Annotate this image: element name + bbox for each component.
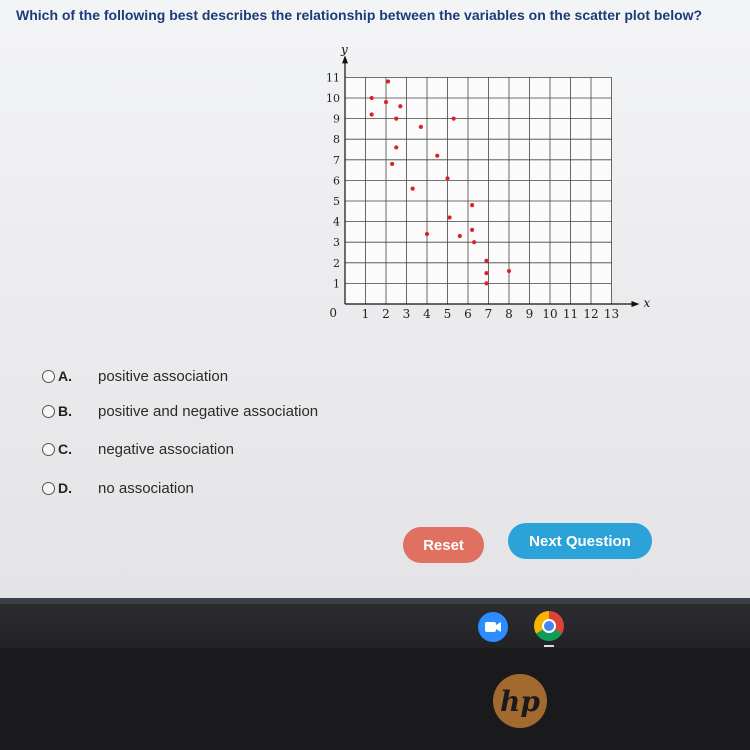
radio-c[interactable] xyxy=(42,443,55,456)
radio-a[interactable] xyxy=(42,370,55,383)
option-c[interactable] xyxy=(42,438,234,460)
taskbar xyxy=(0,598,750,648)
y-tick-label: 3 xyxy=(333,236,340,250)
y-tick-label: 4 xyxy=(333,215,340,229)
option-c-text: negative association xyxy=(98,440,234,458)
option-d[interactable] xyxy=(42,477,194,499)
x-tick-label: 9 xyxy=(525,307,534,321)
data-point xyxy=(445,176,449,180)
data-point xyxy=(435,154,439,158)
question-text: Which of the following best describes the relationship between the variables on the scatter plot below? xyxy=(16,7,703,23)
data-point xyxy=(386,79,390,83)
data-point xyxy=(394,145,398,149)
radio-d[interactable] xyxy=(42,482,55,495)
data-point xyxy=(394,117,398,121)
x-tick-label: 12 xyxy=(583,307,599,321)
y-tick-label: 2 xyxy=(333,256,340,270)
data-point xyxy=(419,125,423,129)
x-tick-label: 8 xyxy=(505,307,513,321)
data-point xyxy=(470,228,474,232)
y-tick-label: 9 xyxy=(333,112,340,126)
data-point xyxy=(384,100,388,104)
next-question-button[interactable]: Next Question xyxy=(508,523,652,559)
active-app-indicator xyxy=(544,645,554,647)
x-axis-label: x xyxy=(643,296,651,310)
y-tick-label: 11 xyxy=(326,71,340,85)
data-point xyxy=(470,203,474,207)
y-tick-label: 6 xyxy=(333,174,340,188)
data-point xyxy=(398,104,402,108)
option-a-text: positive association xyxy=(98,367,229,385)
radio-b[interactable] xyxy=(42,405,55,418)
y-tick-label: 7 xyxy=(333,153,340,167)
y-axis-label: y xyxy=(341,42,348,57)
y-tick-label: 10 xyxy=(326,92,340,105)
data-point xyxy=(458,234,462,238)
origin-label: 0 xyxy=(329,306,337,320)
x-tick-label: 7 xyxy=(484,307,493,321)
x-tick-label: 11 xyxy=(562,307,579,321)
zoom-camera-icon xyxy=(478,612,508,642)
plot-area xyxy=(345,77,612,304)
data-point xyxy=(447,215,451,219)
option-b-letter: B. xyxy=(58,403,72,419)
laptop-bezel xyxy=(0,648,750,750)
option-d-text: no association xyxy=(98,479,194,497)
y-tick-label: 5 xyxy=(333,195,340,208)
data-point xyxy=(425,232,429,236)
data-point xyxy=(370,96,374,100)
data-point xyxy=(370,112,374,116)
hp-logo: hp xyxy=(493,674,547,728)
option-c-letter: C. xyxy=(58,441,72,457)
data-point xyxy=(484,259,488,263)
x-tick-label: 6 xyxy=(464,307,472,321)
x-tick-label: 13 xyxy=(603,307,620,321)
x-axis-arrow xyxy=(632,301,640,307)
option-b-text: positive and negative association xyxy=(98,402,319,420)
data-point xyxy=(452,117,456,121)
y-tick-label: 1 xyxy=(333,277,340,291)
data-point xyxy=(507,269,511,273)
x-tick-label: 4 xyxy=(423,307,431,321)
scatter-plot xyxy=(300,38,660,328)
option-b[interactable] xyxy=(42,400,318,422)
x-tick-label: 5 xyxy=(443,307,452,321)
x-tick-label: 3 xyxy=(402,307,411,321)
option-d-letter: D. xyxy=(58,480,72,496)
data-point xyxy=(472,240,476,244)
y-tick-label: 8 xyxy=(333,133,340,147)
zoom-icon[interactable] xyxy=(478,612,508,642)
x-tick-label: 1 xyxy=(361,307,370,321)
x-tick-label: 10 xyxy=(542,307,558,321)
reset-button[interactable]: Reset xyxy=(403,527,484,563)
data-point xyxy=(484,271,488,275)
x-tick-label: 2 xyxy=(382,307,390,321)
data-point xyxy=(411,187,415,191)
y-axis-arrow xyxy=(342,55,348,63)
option-a-letter: A. xyxy=(58,368,72,384)
option-a[interactable] xyxy=(42,365,228,387)
chrome-icon[interactable] xyxy=(534,611,564,641)
data-point xyxy=(484,281,488,285)
data-point xyxy=(390,162,394,166)
